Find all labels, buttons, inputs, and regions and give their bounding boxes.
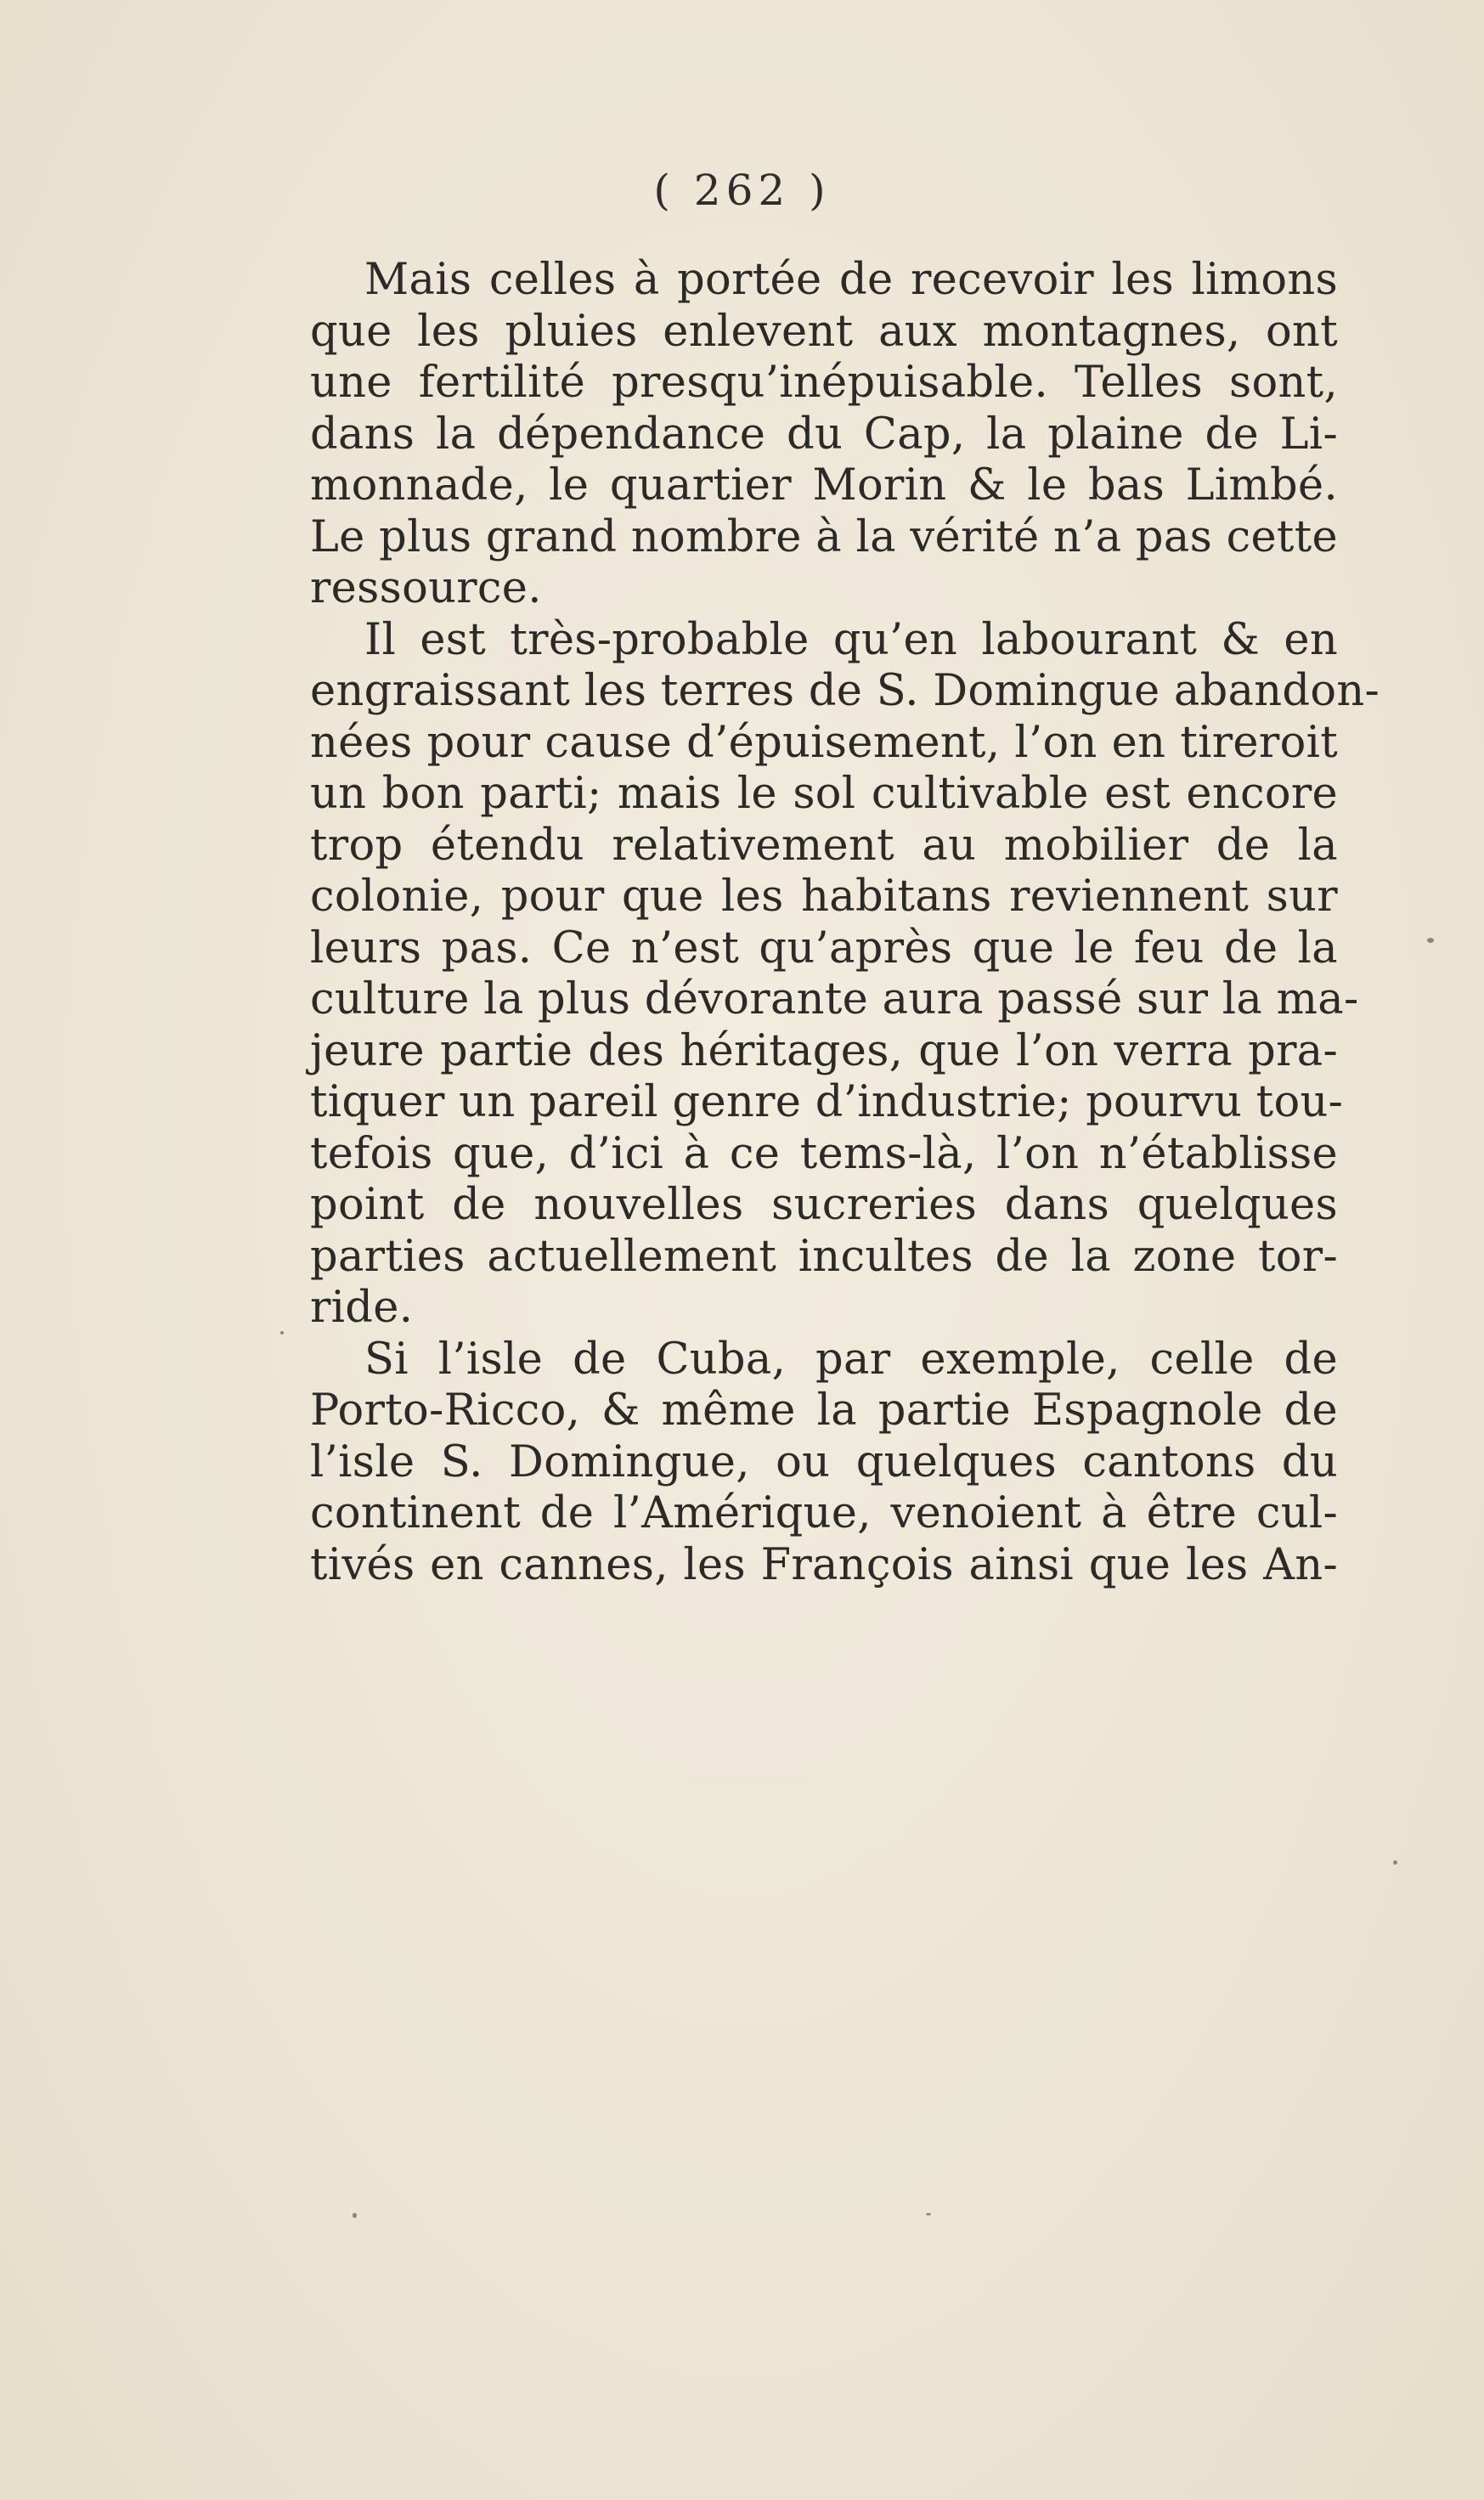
page-number-header: ( 262 ): [653, 166, 831, 215]
paper-speck: [1393, 1860, 1397, 1865]
text-line: engraissant les terres de S. Domingue abandon-: [310, 666, 1380, 716]
text-line: que les pluies enlevent aux montagnes, ont: [310, 306, 1338, 357]
paper-speck: [926, 2213, 931, 2215]
text-line: Il est très-probable qu’en labourant & en: [364, 614, 1338, 665]
text-line: monnade, le quartier Morin & le bas Limbé.: [310, 460, 1338, 511]
text-line: leurs pas. Ce n’est qu’après que le feu de la: [310, 923, 1338, 973]
text-line: colonie, pour que les habitans reviennent sur: [310, 872, 1338, 922]
text-line: un bon parti; mais le sol cultivable est encore: [310, 769, 1338, 819]
paper-speck: [353, 2213, 357, 2218]
text-line: culture la plus dévorante aura passé sur la ma-: [310, 974, 1359, 1024]
body-text: [310, 255, 1380, 1591]
text-line: Si l’isle de Cuba, par exemple, celle de: [364, 1334, 1338, 1385]
text-line: ressource.: [310, 563, 542, 613]
text-line: tiquer un pareil genre d’industrie; pourvu tou-: [310, 1077, 1344, 1127]
text-line: Porto-Ricco, & même la partie Espagnole de: [310, 1385, 1338, 1436]
text-line: point de nouvelles sucreries dans quelques: [310, 1180, 1338, 1230]
text-line: tefois que, d’ici à ce tems-là, l’on n’établisse: [310, 1128, 1338, 1179]
text-line: Le plus grand nombre à la vérité n’a pas cette: [310, 511, 1338, 562]
paper-speck: [1427, 938, 1434, 943]
text-line: Mais celles à portée de recevoir les limons: [364, 255, 1338, 305]
text-line: parties actuellement incultes de la zone tor-: [310, 1231, 1338, 1282]
text-line: tivés en cannes, les François ainsi que les An-: [310, 1539, 1338, 1590]
text-line: nées pour cause d’épuisement, l’on en tireroit: [310, 717, 1338, 768]
text-line: continent de l’Amérique, venoient à être cul-: [310, 1488, 1338, 1538]
text-line: jeure partie des héritages, que l’on verra pra-: [310, 1025, 1338, 1076]
text-line: dans la dépendance du Cap, la plaine de Li-: [310, 409, 1338, 460]
text-line: l’isle S. Domingue, ou quelques cantons du: [310, 1436, 1338, 1487]
paper-speck: [280, 1331, 284, 1335]
text-line: trop étendu relativement au mobilier de la: [310, 820, 1338, 871]
text-line: une fertilité presqu’inépuisable. Telles sont,: [310, 358, 1338, 408]
text-line: ride.: [310, 1283, 414, 1333]
